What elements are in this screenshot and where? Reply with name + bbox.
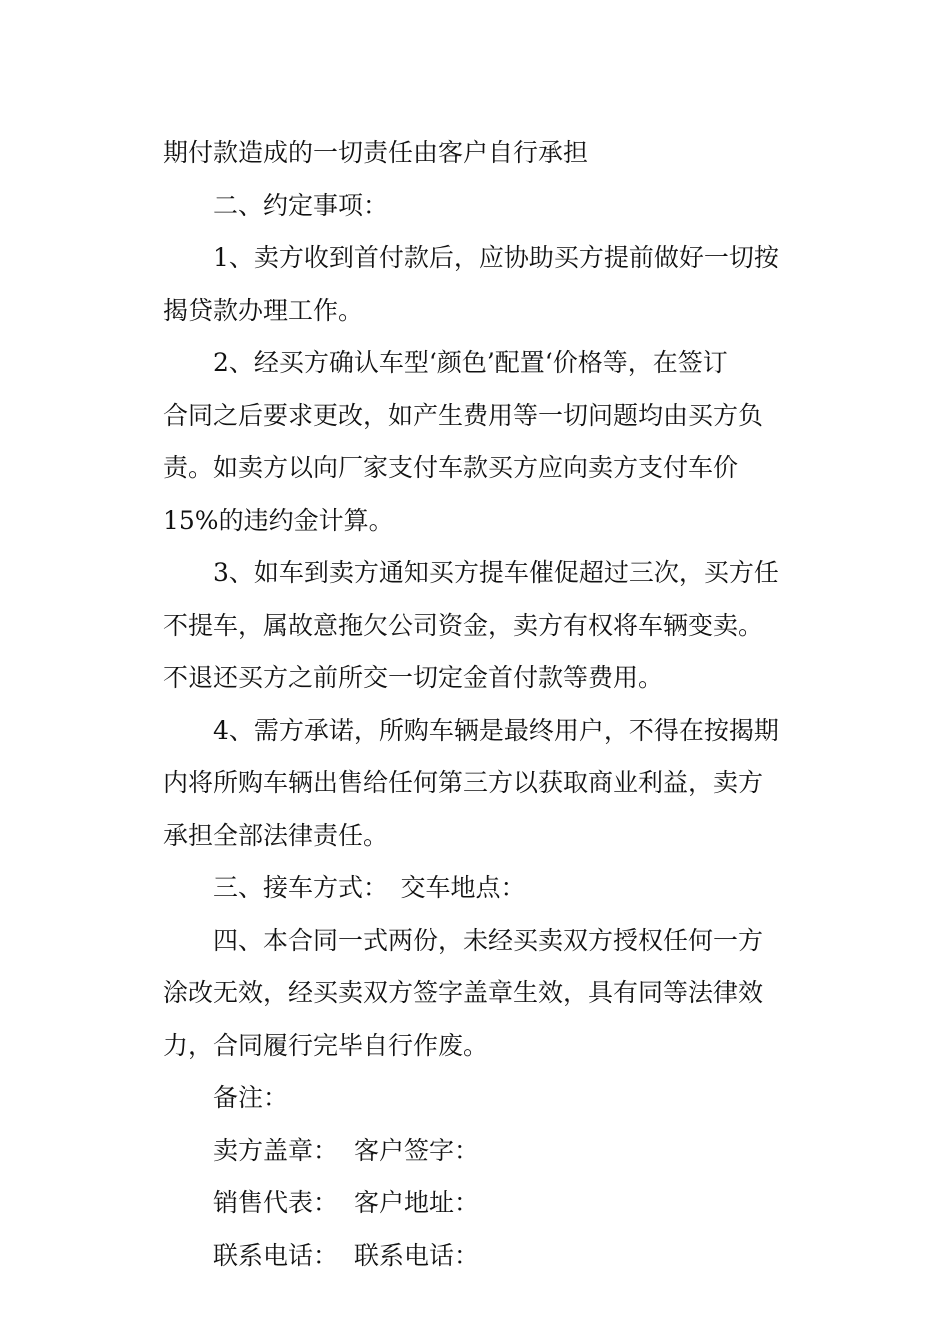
paragraph-line: 责。如卖方以向厂家支付车款买方应向卖方支付车价 (163, 453, 739, 482)
paragraph-line: 1、卖方收到首付款后，应协助买方提前做好一切按 (213, 243, 779, 272)
paragraph-line: 四、本合同一式两份，未经买卖双方授权任何一方 (213, 925, 764, 955)
paragraph-line: 内将所购车辆出售给任何第三方以获取商业利益，卖方 (163, 768, 764, 797)
paragraph-line: 3、如车到卖方通知买方提车催促超过三次，买方任 (213, 558, 779, 587)
customer-signature-label: 客户签字： (354, 1135, 480, 1165)
seller-seal-label: 卖方盖章： (213, 1135, 339, 1165)
customer-address-label: 客户地址： (354, 1188, 480, 1217)
paragraph-line: 2、经买方确认车型‘颜色’配置‘价格等，在签订 (213, 348, 728, 377)
seller-phone-label: 联系电话： (213, 1240, 339, 1270)
paragraph-line: 揭贷款办理工作。 (163, 295, 364, 325)
contract-body (163, 127, 803, 1282)
paragraph-line: 期付款造成的一切责任由客户自行承担 (163, 138, 589, 167)
paragraph-line: 涂改无效，经买卖双方签字盖章生效，具有同等法律效 (163, 978, 764, 1007)
sales-rep-label: 销售代表： (213, 1188, 339, 1217)
signature-row (163, 1230, 803, 1283)
paragraph-line: 承担全部法律责任。 (163, 820, 389, 850)
paragraph-line: 合同之后要求更改，如产生费用等一切问题均由买方负 (163, 400, 764, 430)
signature-row (163, 1125, 803, 1178)
paragraph-line: 力，合同履行完毕自行作废。 (163, 1030, 489, 1060)
paragraph-line: 不退还买方之前所交一切定金首付款等费用。 (163, 663, 664, 692)
remarks-label: 备注： (213, 1083, 289, 1112)
paragraph-line: 4、需方承诺，所购车辆是最终用户，不得在按揭期 (213, 715, 779, 745)
paragraph-line: 不提车，属故意拖欠公司资金，卖方有权将车辆变卖。 (163, 610, 764, 640)
section-heading-pickup: 三、接车方式： 交车地点： (213, 873, 526, 902)
section-heading-agreed-items: 二、约定事项： (213, 190, 389, 220)
customer-phone-label: 联系电话： (354, 1240, 480, 1270)
paragraph-line: 15%的违约金计算。 (163, 505, 394, 535)
signature-row (163, 1177, 803, 1230)
